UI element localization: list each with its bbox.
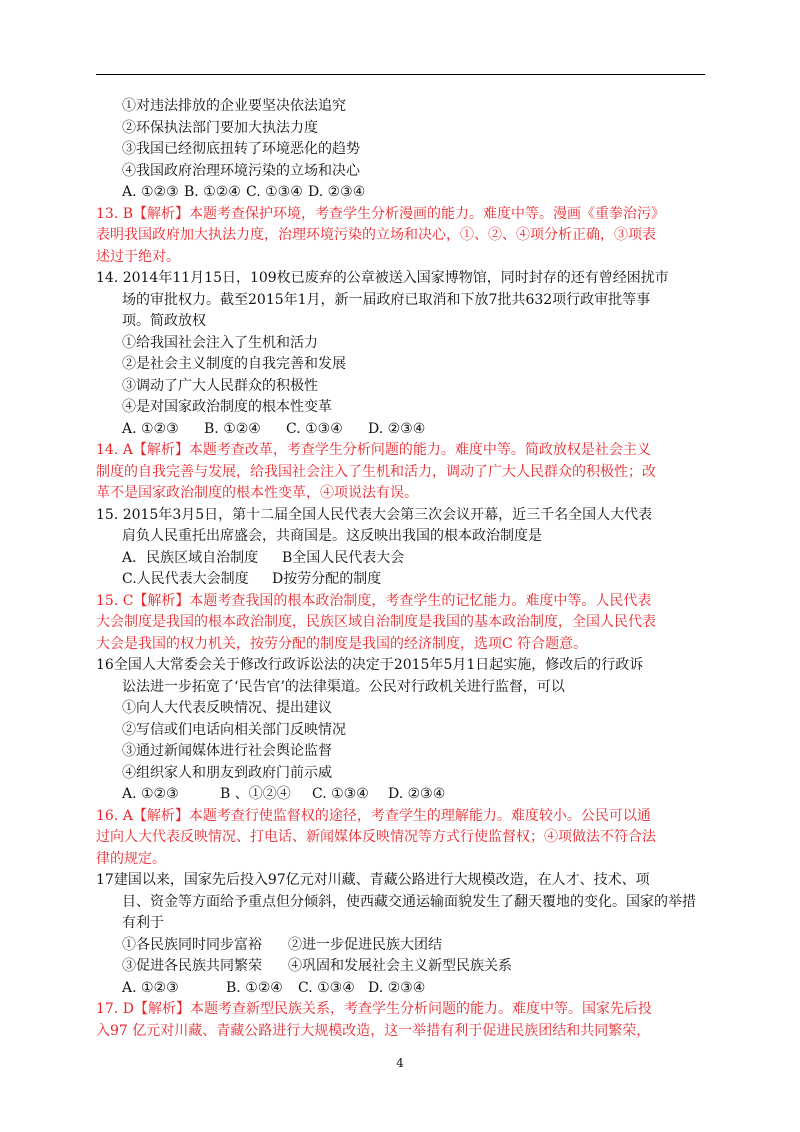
- answer-15: 大会制度是我国的根本政治制度，民族区域自治制度是我国的基本政治制度，全国人民代表: [96, 614, 656, 630]
- statement-1: ①各民族同时同步富裕: [122, 936, 262, 953]
- answer-17: 17. D【解析】本题考查新型民族关系，考查学生分析问题的能力。难度中等。国家先后投: [96, 1001, 652, 1017]
- option-b: B. ①②④: [184, 184, 241, 200]
- page-number: 4: [396, 1056, 404, 1070]
- option-b: B. ①②④: [204, 420, 261, 437]
- q16-statement: ③通过新闻媒体进行社会舆论监督: [122, 743, 332, 759]
- option-a: A．民族区域自治制度: [122, 549, 259, 566]
- option-c: C. ①③④: [246, 184, 303, 200]
- answer-15: 大会是我国的权力机关，按劳分配的制度是我国的经济制度，选项C 符合题意。: [96, 635, 588, 652]
- answer-16: 16. A【解析】本题考查行使监督权的途径，考查学生的理解能力。难度较小。公民可以通: [96, 807, 651, 824]
- answer-13: 表明我国政府加大执法力度，治理环境污染的立场和决心，①、②、④项分析正确，③项表: [96, 227, 656, 243]
- option-d: D按劳分配的制度: [272, 571, 382, 587]
- q16-statement: ①向人大代表反映情况、提出建议: [122, 700, 332, 716]
- answer-16: 过向人大代表反映情况、打电话、新闻媒体反映情况等方式行使监督权；④项做法不符合法: [96, 829, 656, 845]
- option-d: D. ②③④: [368, 979, 426, 996]
- q14-stem: 项。简政放权: [122, 313, 206, 329]
- q14-statement: ②是社会主义制度的自我完善和发展: [122, 356, 346, 372]
- answer-17: 入97 亿元对川藏、青藏公路进行大规模改造，这一举措有利于促进民族团结和共同繁荣，: [96, 1022, 651, 1039]
- q14-statement: ④是对国家政治制度的根本性变革: [122, 399, 332, 415]
- option-a: A. ①②③: [122, 979, 179, 996]
- answer-13: 述过于绝对。: [96, 248, 180, 265]
- option-b: B. ①②④: [226, 979, 283, 996]
- q17-stem: 17建国以来，国家先后投入97亿元对川藏、青藏公路进行大规模改造，在人才、技术、项: [96, 872, 650, 888]
- statement-4: ④巩固和发展社会主义新型民族关系: [288, 958, 512, 974]
- q12-statement: ③我国已经彻底扭转了环境恶化的趋势: [122, 141, 360, 157]
- answer-13: 13. B【解析】本题考查保护环境，考查学生分析漫画的能力。难度中等。漫画《重拳治污》: [96, 205, 666, 222]
- q14-statement: ①给我国社会注入了生机和活力: [122, 334, 318, 351]
- q15-options: [96, 569, 705, 591]
- q15-options: [96, 548, 705, 570]
- option-d: D. ②③④: [308, 184, 366, 200]
- option-d: D. ②③④: [368, 420, 426, 437]
- q17-options: [96, 978, 705, 1000]
- q14-stem: 场的审批权力。截至2015年1月，新一届政府已取消和下放7批共632项行政审批等事: [122, 291, 651, 308]
- q16-stem: 讼法进一步拓宽了‘民告官’的法律渠道。公民对行政机关进行监督，可以: [122, 678, 565, 695]
- option-c: C. ①③④: [312, 786, 369, 802]
- q16-statement: ④组织家人和朋友到政府门前示威: [122, 764, 332, 781]
- q12-statement: ②环保执法部门要加大执法力度: [122, 119, 318, 136]
- q17-stem: 有利于: [122, 915, 164, 931]
- q15-stem: 肩负人民重托出席盛会，共商国是。这反映出我国的根本政治制度是: [122, 528, 542, 544]
- answer-16: 律的规定。: [96, 850, 166, 867]
- q15-stem: 15. 2015年3月5日，第十二届全国人民代表大会第三次会议开幕，近三千名全国人大代表: [96, 506, 653, 523]
- document-body: [96, 96, 705, 1042]
- option-a: A. ①②③: [122, 420, 179, 437]
- q16-options: [96, 784, 705, 806]
- option-c: C.人民代表大会制度: [122, 571, 249, 587]
- answer-15: 15. C【解析】本题考查我国的根本政治制度，考查学生的记忆能力。难度中等。人民代表: [96, 592, 652, 609]
- q14-options: [96, 419, 705, 441]
- statement-3: ③促进各民族共同繁荣: [122, 958, 262, 974]
- option-c: C. ①③④: [286, 420, 343, 437]
- q14-statement: ③调动了广大人民群众的积极性: [122, 377, 318, 394]
- q17-statements: [96, 956, 705, 978]
- statement-2: ②进一步促进民族大团结: [288, 936, 442, 953]
- answer-14: 革不是国家政治制度的根本性变革，④项说法有误。: [96, 485, 418, 501]
- q12-statement: ④我国政府治理环境污染的立场和决心: [122, 162, 360, 179]
- q17-stem: 目、资金等方面给予重点但分倾斜，使西藏交通运输面貌发生了翻天覆地的变化。国家的举措: [122, 893, 696, 910]
- q16-statement: ②写信或们电话向相关部门反映情况: [122, 721, 346, 738]
- q12-statement: ①对违法排放的企业要坚决依法追究: [122, 98, 346, 114]
- q14-stem: 14. 2014年11月15日，109枚已废弃的公章被送入国家博物馆，同时封存的还有曾经困扰市: [96, 270, 669, 286]
- option-c: C. ①③④: [298, 979, 355, 996]
- q12-options: [96, 182, 705, 204]
- header-rule: [96, 74, 705, 75]
- option-b: B全国人民代表大会: [282, 549, 405, 566]
- q17-statements: [96, 935, 705, 957]
- option-a: A. ①②③: [122, 184, 179, 200]
- q16-stem: 16全国人大常委会关于修改行政诉讼法的决定于2015年5月1日起实施，修改后的行政诉: [96, 657, 644, 673]
- answer-14: 14. A【解析】本题考查改革，考查学生分析问题的能力。难度中等。简政放权是社会主义: [96, 442, 651, 458]
- option-b: B 、①②④: [220, 786, 291, 802]
- option-d: D. ②③④: [388, 786, 446, 802]
- answer-14: 制度的自我完善与发展，给我国社会注入了生机和活力，调动了广大人民群众的积极性；改: [96, 463, 656, 480]
- option-a: A. ①②③: [122, 786, 179, 802]
